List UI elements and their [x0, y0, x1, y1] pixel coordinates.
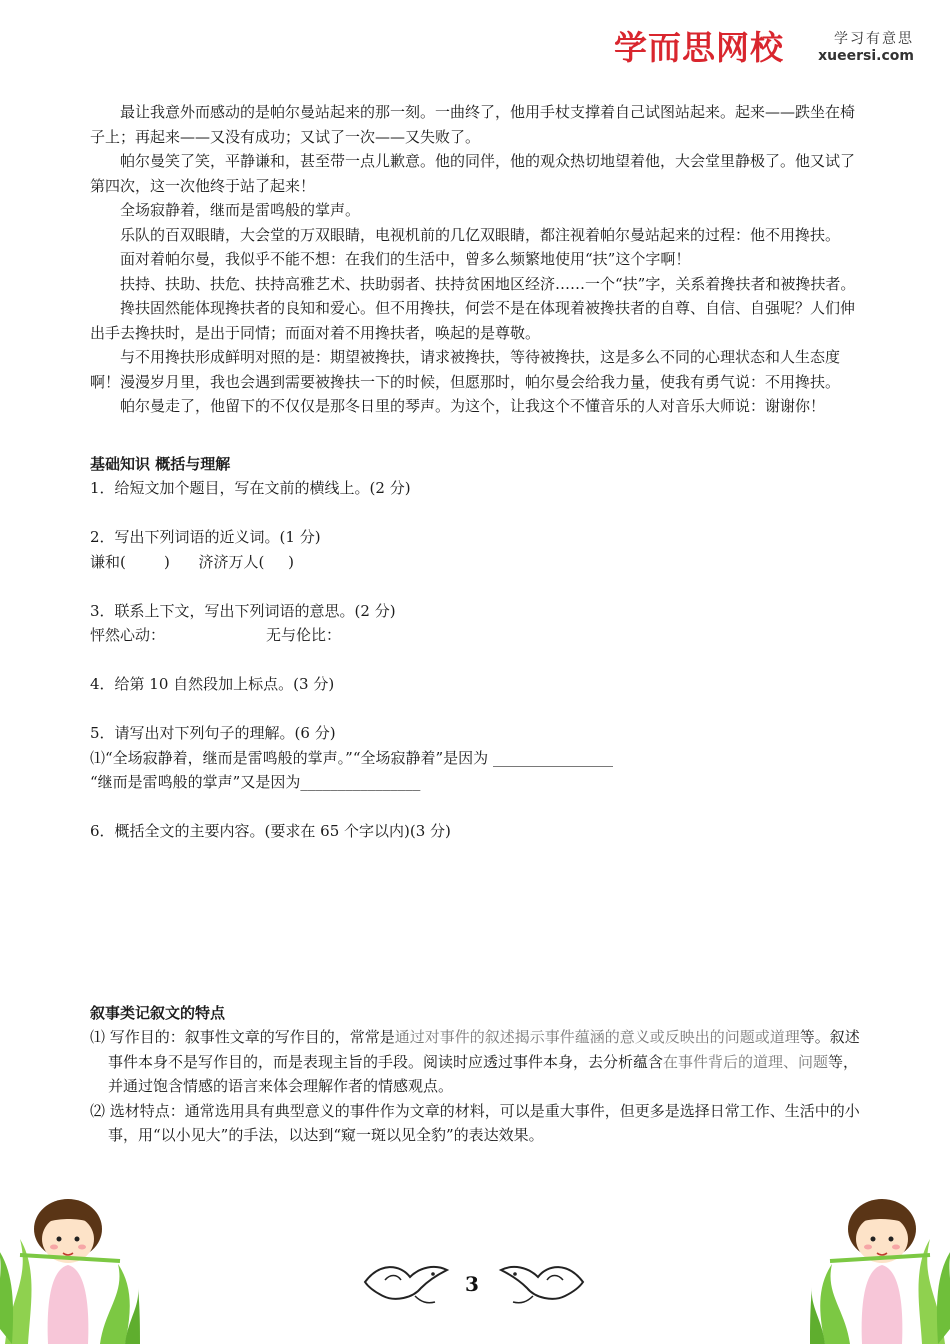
article-paragraph: 全场寂静着，继而是雷鸣般的掌声。	[120, 201, 361, 219]
article-paragraph: 乐队的百双眼睛，大会堂的万双眼睛，电视机前的几亿双眼睛，都注视着帕尔曼站起来的过程：他不用搀扶。	[120, 225, 841, 244]
notes-item-1-text: ⑴ 写作目的：叙事性文章的写作目的，常常是	[90, 1028, 395, 1046]
notes-title: 叙事类记叙文的特点	[90, 1003, 226, 1022]
girl-figure	[830, 1199, 930, 1344]
question-5-line-2: “继而是雷鸣般的掌声”又是因为________________	[90, 773, 421, 791]
girl-figure	[20, 1199, 120, 1344]
page-footer	[355, 1252, 595, 1322]
question-3: 3．联系上下文，写出下列词语的意思。(2 分)	[90, 601, 396, 620]
dove-left-icon	[355, 1252, 455, 1312]
page-number: 3	[465, 1272, 479, 1296]
article-paragraph: 面对着帕尔曼，我似乎不能不想：在我们的生活中，曾多么频繁地使用“扶”这个字啊！	[120, 250, 691, 268]
article-paragraph: 扶持、扶助、扶危、扶持高雅艺术、扶助弱者、扶持贫困地区经济……一个“扶”字，关系着搀扶者和被搀扶者。	[120, 274, 856, 293]
notes-item-1-highlight: 通过对事件的叙述揭示事件蕴涵的意义或反映出的问题或道理	[394, 1028, 800, 1046]
logo-url: xueersi.com	[818, 48, 914, 64]
question-4: 4．给第 10 自然段加上标点。(3 分)	[90, 675, 335, 693]
question-3-item-a: 怦然心动：	[90, 626, 166, 644]
question-2-items: 谦和( ) 济济万人( )	[90, 552, 295, 571]
question-5-line-1: ⑴“全场寂静着，继而是雷鸣般的掌声。”“全场寂静着”是因为 ________________	[90, 748, 613, 767]
article-paragraph: 搀扶固然能体现搀扶者的良知和爱心。但不用搀扶，何尝不是在体现着被搀扶者的自尊、自信、自强呢？人们伸出手去搀扶时，是出于同情；而面对着不用搀扶者，唤起的是尊敬。	[90, 299, 856, 342]
notes-item-1-text-2: 等。叙述事件本身不是写作目的，而是表现主旨的手段。阅读时应透过事件本身，去分析蕴含	[108, 1028, 860, 1071]
question-6: 6．概括全文的主要内容。(要求在 65 个字以内)(3 分)	[90, 822, 451, 840]
question-5: 5．请写出对下列句子的理解。(6 分)	[90, 724, 336, 742]
question-1: 1．给短文加个题目，写在文前的横线上。(2 分)	[90, 479, 411, 497]
notes-item-1-highlight-2: 在事件背后的道理、问题	[663, 1052, 829, 1071]
question-3-items	[90, 623, 862, 648]
brand-logo	[614, 22, 914, 70]
article-paragraph: 与不用搀扶形成鲜明对照的是：期望被搀扶，请求被搀扶，等待被搀扶，这是多么不同的心理状态和人生态度啊！漫漫岁月里，我也会遇到需要被搀扶一下的时候，但愿那时，帕尔曼会给我力量，使我有勇气说：不用搀扶。	[90, 348, 841, 391]
questions-section-title: 基础知识 概括与理解	[90, 454, 231, 473]
girl-right-illustration	[810, 1169, 950, 1344]
article-paragraph: 最让我意外而感动的是帕尔曼站起来的那一刻。一曲终了，他用手杖支撑着自己试图站起来。起来——跌坐在椅子上；再起来——又没有成功；又试了一次——又失败了。	[90, 103, 856, 146]
notes-item-1	[90, 1025, 862, 1099]
logo-text: 学而思网校	[614, 28, 784, 67]
article-paragraph: 帕尔曼笑了笑，平静谦和，甚至带一点儿歉意。他的同伴，他的观众热切地望着他，大会堂里静极了。他又试了第四次，这一次他终于站了起来！	[90, 152, 856, 195]
question-3-item-b: 无与伦比：	[266, 626, 342, 644]
logo-slogan: 学习有意思	[834, 31, 914, 47]
notes-item-2: ⑵ 选材特点：通常选用具有典型意义的事件作为文章的材料，可以是重大事件，但更多是选择日常工作、生活中的小事，用“以小见大”的手法，以达到“窥一斑以见全豹”的表达效果。	[90, 1101, 860, 1144]
notes-item-1-text-3: 等，并通过饱含情感的语言来体会理解作者的情感观点。	[108, 1052, 859, 1095]
article-paragraph: 帕尔曼走了，他留下的不仅仅是那冬日里的琴声。为这个，让我这个不懂音乐的人对音乐大师说：谢谢你！	[120, 397, 826, 415]
dove-right-icon	[493, 1252, 593, 1312]
page-content	[90, 100, 862, 1148]
question-2: 2．写出下列词语的近义词。(1 分)	[90, 528, 321, 546]
girl-left-illustration	[0, 1169, 140, 1344]
